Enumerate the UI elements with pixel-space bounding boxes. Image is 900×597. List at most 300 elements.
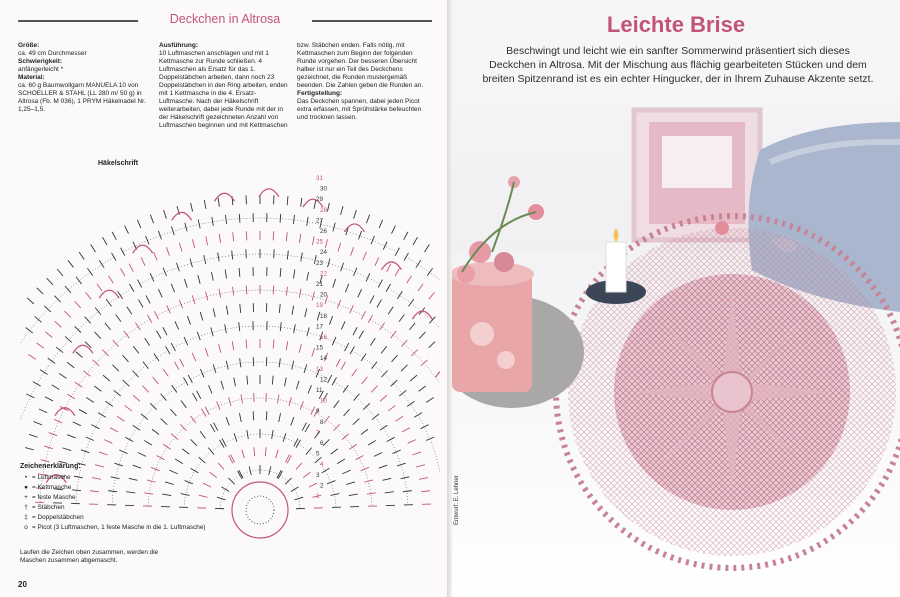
stitch-mark (179, 243, 182, 252)
stitch-mark (294, 270, 295, 279)
stitch-mark (342, 470, 350, 474)
stitch-mark (349, 444, 356, 449)
stitch-mark (413, 237, 418, 245)
stitch-mark (56, 347, 63, 353)
stitch-mark (44, 306, 51, 312)
stitch-mark (253, 411, 254, 420)
stitch-mark (57, 269, 63, 276)
stitch-mark (154, 252, 157, 260)
stitch-mark (239, 214, 240, 223)
stitch-mark (164, 210, 167, 219)
chain-arc (207, 398, 312, 411)
stitch-mark (276, 450, 279, 459)
stitch-mark (375, 258, 379, 266)
stitch-mark (239, 322, 240, 331)
stitch-mark (163, 444, 170, 449)
stitch-mark (180, 359, 184, 367)
stitch-mark (99, 260, 104, 268)
stitch-mark (67, 394, 75, 399)
stitch-mark (280, 214, 281, 223)
stitch-mark (242, 450, 245, 459)
stitch-mark (65, 286, 71, 293)
stitch-mark (353, 327, 357, 335)
stitch-mark (305, 308, 307, 317)
stitch-mark (295, 497, 304, 500)
single-crochet-symbol: + (24, 494, 28, 501)
stitch-mark (141, 258, 145, 266)
stitch-mark (371, 236, 374, 244)
stitch-mark (206, 292, 208, 301)
stitch-mark (401, 340, 407, 347)
row-number: 4 (320, 461, 324, 469)
stitch-mark (293, 215, 294, 224)
stitch-mark (342, 434, 349, 440)
stitch-mark (269, 466, 271, 475)
stitch-mark (356, 455, 364, 459)
stitch-mark (175, 362, 180, 370)
stitch-mark (94, 386, 101, 391)
stitch-mark (137, 280, 141, 288)
stitch-mark (246, 285, 247, 294)
stitch-mark (328, 375, 332, 383)
row-number: 17 (316, 323, 323, 331)
stitch-mark (226, 361, 228, 370)
stitch-mark (418, 284, 423, 291)
stitch-mark (391, 380, 398, 386)
legend-note: Laufen die Zeichen oben zusammen, werden die Maschen zusammen abgemascht. (20, 549, 159, 564)
stitch-mark (200, 312, 203, 321)
stitch-mark (419, 332, 425, 339)
stitch-mark (34, 422, 42, 425)
stitch-mark (233, 287, 234, 296)
stitch-mark (37, 288, 43, 294)
stitch-mark (221, 487, 229, 492)
stitch-mark (125, 405, 132, 411)
stitch-mark (322, 468, 330, 473)
stitch-mark (48, 358, 55, 363)
stitch-mark (226, 215, 227, 224)
stitch-mark (204, 255, 206, 264)
stitch-mark (409, 323, 415, 330)
row-number: 31 (316, 175, 323, 182)
stitch-mark (105, 323, 111, 330)
stitch-mark (157, 331, 162, 339)
stitch-mark (79, 252, 84, 259)
stitch-mark (332, 337, 336, 345)
stitch-mark (130, 284, 135, 292)
stitch-mark (287, 196, 288, 205)
row-number: 23 (316, 259, 323, 267)
stitch-mark (416, 260, 421, 268)
stitch-mark (105, 401, 112, 406)
stitch-mark (419, 478, 428, 480)
stitch-mark (123, 355, 129, 362)
stitch-mark (410, 375, 417, 381)
stitch-mark (184, 377, 189, 385)
stitch-mark (234, 433, 237, 442)
stitch-mark (55, 321, 62, 327)
stitch-mark (97, 284, 102, 291)
stitch-mark (364, 480, 373, 482)
stitch-mark (401, 477, 410, 479)
stitch-mark (419, 386, 426, 391)
legend-row (20, 474, 220, 481)
design-credit: Entwurf: E. Lehner (454, 475, 460, 525)
stitch-mark (81, 450, 90, 453)
stitch-mark (133, 425, 140, 430)
stitch-mark (343, 385, 348, 392)
stitch-mark (40, 370, 48, 375)
stitch-mark (59, 373, 66, 378)
stitch-mark (287, 455, 292, 463)
chain-arc (280, 475, 300, 508)
stitch-mark (205, 348, 208, 357)
row-number: 20 (320, 291, 327, 299)
scallop-fan (259, 189, 279, 197)
stitch-mark (63, 448, 72, 451)
stitch-mark (344, 409, 350, 416)
instructions-label: Ausführung: (159, 42, 198, 49)
stitch-mark (64, 311, 70, 317)
material-text: ca. 60 g Baumwollgarn MANUELA 10 von SCHOELLER & STAHL (LL 280 m/ 50 g) in Altrosa (Fb. M 036), 1 PRYM Häkelnadel Nr. 1,25–1,5. (18, 82, 146, 113)
stitch-mark (95, 332, 101, 339)
stitch-mark (429, 342, 435, 348)
stitch-mark (187, 316, 190, 324)
stitch-mark (68, 260, 73, 267)
stitch-mark (163, 268, 166, 276)
stitch-mark (361, 467, 369, 470)
stitch-mark (86, 437, 94, 440)
stitch-mark (299, 289, 301, 298)
treble-crochet-symbol: ‡ (24, 514, 28, 521)
stitch-mark (135, 323, 140, 330)
stitch-mark (387, 437, 395, 441)
row-number: 29 (316, 196, 323, 204)
stitch-mark (407, 276, 412, 284)
stitch-mark (188, 375, 192, 383)
stitch-mark (299, 234, 300, 243)
stitch-mark (171, 284, 174, 292)
stitch-mark (361, 429, 368, 434)
stitch-mark (273, 340, 274, 349)
stitch-mark (429, 292, 435, 299)
picot-symbol: o (24, 524, 28, 531)
scallop-fan (99, 290, 119, 298)
stitch-mark (75, 382, 82, 387)
row-number: 19 (316, 302, 323, 310)
stitch-mark (172, 226, 175, 235)
stitch-mark (28, 354, 35, 359)
stitch-mark (266, 411, 267, 420)
stitch-mark (391, 331, 396, 338)
stitch-mark (327, 481, 335, 484)
stitch-mark (350, 305, 354, 313)
stitch-mark (191, 439, 197, 445)
stitch-mark (358, 289, 362, 297)
stitch-mark (249, 466, 251, 475)
stitch-mark (26, 394, 34, 398)
stitch-mark (98, 413, 106, 418)
stitch-mark (404, 232, 408, 240)
stitch-mark (73, 422, 81, 426)
stitch-mark (332, 377, 337, 385)
stitch-mark (312, 292, 314, 301)
stitch-mark (180, 424, 186, 431)
stitch-mark (193, 239, 195, 248)
stitch-mark (279, 304, 280, 313)
stitch-mark (366, 215, 369, 223)
stitch-mark (123, 380, 130, 386)
stitch-mark (129, 264, 133, 272)
stitch-mark (380, 425, 387, 430)
stitch-mark (229, 455, 234, 463)
stitch-mark (230, 454, 234, 462)
stitch-mark (200, 369, 204, 377)
stitch-mark (117, 416, 125, 421)
stitch-mark (272, 430, 273, 439)
size-label: Größe: (18, 42, 40, 49)
stitch-mark (141, 414, 148, 420)
stitch-mark (232, 341, 233, 350)
finishing-label: Fertigstellung: (297, 90, 343, 97)
row-number: 2 (320, 482, 324, 490)
stitch-mark (303, 472, 310, 477)
stitch-mark (198, 219, 200, 228)
stitch-mark (161, 419, 168, 425)
stitch-mark (396, 416, 404, 421)
stitch-mark (146, 295, 150, 303)
row-number: 30 (320, 185, 327, 193)
stitch-mark (214, 423, 218, 431)
stitch-mark (368, 315, 373, 323)
stitch-mark (204, 200, 206, 209)
stitch-mark (206, 236, 208, 245)
stitch-mark (338, 243, 341, 252)
chain-arc (140, 254, 380, 284)
stitch-mark (401, 365, 407, 371)
double-crochet-symbol: † (24, 504, 28, 511)
difficulty-label: Schwierigkeit: (18, 58, 63, 65)
stitch-mark (294, 324, 296, 333)
stitch-mark (239, 413, 241, 422)
stitch-mark (421, 425, 429, 429)
stitch-mark (286, 287, 287, 296)
stitch-mark (108, 276, 113, 284)
stitch-mark (225, 270, 226, 279)
stitch-mark (167, 305, 171, 313)
stitch-mark (280, 268, 281, 277)
stitch-mark (116, 315, 121, 322)
stitch-mark (145, 338, 150, 345)
stitch-mark (110, 428, 118, 432)
row-number: 9 (316, 408, 320, 416)
row-number: 11 (316, 387, 323, 394)
stitch-mark (397, 463, 406, 466)
stitch-mark (247, 430, 248, 439)
stitch-mark (372, 362, 378, 369)
stitch-mark (285, 454, 289, 462)
row-number: 16 (320, 334, 327, 341)
stitch-mark (292, 306, 293, 315)
stitch-mark (337, 459, 345, 464)
stitch-mark (397, 291, 402, 299)
legend-row (20, 484, 220, 491)
stitch-mark (144, 440, 152, 445)
stitch-mark (211, 424, 216, 432)
stitch-mark (156, 455, 164, 459)
stitch-mark (150, 215, 153, 223)
stitch-mark (181, 401, 186, 408)
stitch-mark (104, 440, 112, 444)
legend-text: = Luftmasche (32, 474, 71, 481)
stitch-mark (35, 316, 42, 322)
stitch-mark (76, 277, 82, 284)
stitch-mark (404, 253, 409, 261)
article-intro: Beschwingt und leicht wie ein sanfter Sommerwind präsentiert sich dieses Deckchen in Altrosa. Mit der Mischung aus flächig gearbeiteten Stücken und dem breiten Spitzenrand ist es ein echter Hingucker, der in Ihrem Zuhause Akzente setzt. (482, 45, 874, 85)
stitch-mark (158, 289, 162, 297)
stitch-mark (211, 272, 213, 281)
stitch-mark (279, 358, 280, 367)
stitch-mark (133, 395, 140, 401)
stitch-mark (25, 448, 34, 450)
stitch-mark (67, 435, 75, 438)
stitch-mark (86, 292, 92, 299)
stitch-mark (307, 328, 309, 337)
stitch-mark (137, 220, 141, 228)
stitch-mark (323, 439, 329, 445)
stitch-mark (395, 268, 400, 276)
stitch-mark (219, 234, 220, 243)
stitch-mark (192, 353, 196, 361)
stitch-mark (279, 413, 281, 422)
stitch-mark (49, 433, 57, 436)
legend-row (20, 494, 220, 501)
stitch-mark (112, 253, 117, 261)
stitch-mark (278, 395, 279, 404)
page-number: 20 (18, 580, 27, 589)
stitch-mark (341, 321, 345, 329)
legend-row (20, 514, 220, 521)
row-number: 27 (316, 217, 323, 225)
stitch-mark (241, 395, 242, 404)
stitch-mark (285, 478, 291, 484)
stitch-mark (286, 232, 287, 241)
row-number: 5 (316, 450, 320, 458)
stitch-mark (217, 401, 220, 409)
material-label: Material: (18, 74, 45, 81)
stitch-mark (399, 315, 404, 322)
stitch-mark (307, 217, 308, 226)
stitch-mark (172, 385, 177, 392)
stitch-mark (370, 295, 374, 303)
row-number: 10 (320, 397, 327, 405)
stitch-mark (182, 449, 189, 455)
stitch-mark (91, 244, 96, 252)
stitch-mark (408, 440, 416, 444)
stitch-mark (411, 350, 417, 356)
stitch-mark (54, 296, 60, 302)
stitch-mark (331, 449, 338, 455)
stitch-mark (154, 354, 159, 361)
stitch-mark (219, 289, 221, 298)
stitch-mark (385, 492, 394, 493)
stitch-mark (229, 397, 231, 406)
stitch-mark (240, 304, 241, 313)
stitch-mark (346, 482, 355, 485)
stitch-mark (308, 385, 311, 393)
stitch-mark (353, 268, 356, 276)
stitch-mark (333, 279, 336, 288)
legend-text: = Picot (3 Luftmaschen, 1 feste Masche in die 1. Luftmasche) (32, 524, 206, 531)
stitch-mark (362, 377, 368, 384)
stitch-mark (191, 203, 193, 212)
instructions-text: 10 Luftmaschen anschlagen und mit 1 Kettmasche zur Runde schließen. 4 Luftmaschen als Ersatz für das 1. Doppelstäbchen arbeiten, dann noch 23 Doppelstäbchen in den Ring arbeiten, enden mit 1 Kettmasche in die 4. Ersatz-Luftmasche. Nach der Häkelschrift weiterarbeiten, dabei jede Runde mit der in der Häkelschrift gezeichneten Anzahl von Luftmaschen beginnen und mit Kettmaschen (159, 50, 288, 129)
inner-ring (246, 496, 274, 524)
stitch-mark (312, 236, 314, 245)
stitch-mark (166, 247, 169, 255)
stitch-mark (327, 203, 329, 212)
stitch-mark (161, 394, 167, 401)
stitch-mark (284, 378, 286, 387)
stitch-mark (76, 352, 83, 358)
stitch-mark (378, 280, 382, 288)
legend-row (20, 504, 220, 511)
stitch-mark (112, 232, 116, 240)
stitch-mark (391, 355, 397, 362)
stitch-mark (334, 424, 340, 431)
stitch-mark (387, 264, 391, 272)
stitch-mark (331, 494, 340, 496)
stitch-mark (425, 244, 430, 252)
stitch-mark (209, 385, 212, 393)
stitch-mark (234, 378, 236, 387)
stitch-mark (26, 328, 33, 334)
right-page (452, 0, 900, 597)
stitch-mark (127, 307, 132, 315)
stitch-mark (286, 341, 287, 350)
chain-arc (406, 257, 440, 500)
row-number: 26 (320, 228, 327, 235)
stitch-mark (301, 198, 302, 207)
stitch-mark (226, 417, 229, 425)
stitch-mark (205, 407, 209, 415)
stitch-mark (163, 369, 168, 376)
stitch-mark (87, 268, 92, 275)
article-title: Leichte Brise (606, 12, 746, 37)
stitch-mark (363, 403, 369, 409)
stitch-mark (39, 409, 47, 413)
stitch-mark (363, 252, 366, 260)
stitch-mark (171, 343, 175, 351)
stitch-mark (185, 223, 187, 232)
stitch-mark (287, 251, 288, 260)
stitch-mark (392, 226, 396, 234)
stitch-mark (254, 447, 255, 456)
stitch-mark (353, 419, 360, 425)
stitch-mark (351, 247, 354, 255)
stitch-mark (121, 268, 126, 276)
stitch-mark (305, 424, 310, 432)
stitch-mark (324, 416, 329, 423)
stitch-mark (197, 332, 200, 340)
stitch-mark (414, 413, 422, 418)
stitch-mark (289, 397, 291, 406)
stitch-mark (146, 236, 149, 244)
row-number: 22 (320, 270, 327, 278)
stitch-mark (138, 453, 146, 457)
stitch-mark (280, 322, 281, 331)
stitch-mark (148, 315, 153, 323)
